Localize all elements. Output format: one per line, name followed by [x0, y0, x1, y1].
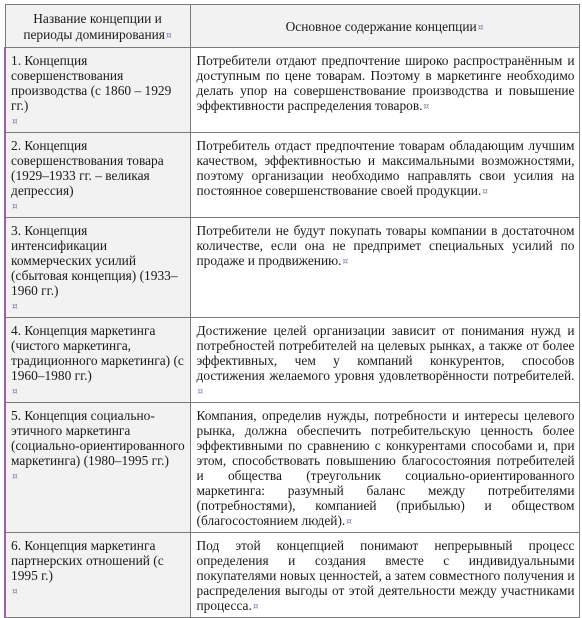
cell-end-mark-icon: ¤ — [477, 22, 484, 33]
table-row — [5, 48, 579, 133]
concept-name: 6. Концепция маркетинга партнерских отношений (с 1995 г.) — [11, 538, 164, 583]
cell-end-mark-icon: ¤ — [165, 31, 172, 41]
cell-end-mark-icon: ¤ — [197, 387, 204, 397]
concept-content-cell — [190, 403, 579, 533]
concept-name: 5. Концепция социально-этичного маркетинга (социально-ориентированного маркетинга) (1980–1995 гг.) — [11, 408, 185, 468]
cell-end-mark-icon: ¤ — [423, 102, 430, 112]
concepts-table-wrapper — [4, 4, 578, 618]
concept-content: Компания, определив нужды, потребности и интересы целевого рынка, должна обеспечить потребительскую ценность более эффективными по сравнению с конкурентами способами и, при этом, способствовать повышению благосостояния потребителей и общества (треугольник социально-ориентированного маркетинга: разумный баланс между потребителями (потребностями), компанией (прибылью) и обществом (благосостоянием людей). — [196, 408, 575, 528]
concept-content: Под этой концепцией понимают непрерывный процесс определения и создания вместе с индивидуальными покупателями новых ценностей, а затем совместного получения и распределения выгоды от этой деятельности между участниками процесса. — [196, 538, 575, 613]
concept-content-cell — [190, 218, 579, 318]
concept-name-cell — [5, 133, 190, 218]
concept-content-cell — [190, 318, 579, 403]
cell-end-mark-icon: ¤ — [342, 257, 349, 267]
cell-end-mark-icon: ¤ — [12, 202, 18, 212]
concept-name-cell — [5, 48, 190, 133]
concept-name-cell — [5, 533, 190, 618]
concept-content: Потребители отдают предпочтение широко распространённым и доступным по цене товарам. Поэтому в маркетинге необходимо делать упор на совершенствование производства и повышение эффективности распределения товаров. — [196, 53, 575, 113]
table-header-row — [5, 5, 579, 48]
concept-name-cell — [5, 218, 190, 318]
header-concept-content — [190, 5, 579, 48]
table-row — [5, 133, 579, 218]
concept-content: Достижение целей организации зависит от понимания нужд и потребностей потребителей на целевых рынках, а также от более эффективных, чем у компаний конкурентов, способов достижения желаемого уровня удовлетворённости потребителей. — [196, 323, 575, 383]
concept-name: 3. Концепция интенсификации коммерческих усилий (сбытовая концепция) (1933–1960 гг.) — [11, 223, 178, 298]
concept-name: 1. Концепция совершенствования производства (с 1860 – 1929 гг.) — [11, 53, 172, 113]
header-concept-content-text: Основное содержание концепции — [285, 18, 477, 34]
cell-end-mark-icon: ¤ — [482, 187, 489, 197]
table-row — [5, 318, 579, 403]
concept-content-cell — [190, 133, 579, 218]
cell-end-mark-icon: ¤ — [12, 587, 18, 597]
header-concept-name-text: Название концепции и периоды доминирования — [23, 11, 165, 42]
cell-end-mark-icon: ¤ — [12, 387, 18, 397]
concept-content-cell — [190, 533, 579, 618]
concept-name-cell — [5, 318, 190, 403]
concept-name: 4. Концепция маркетинга (чистого маркетинга, традиционного маркетинга) (с 1960–1980 гг.) — [11, 323, 184, 383]
cell-end-mark-icon: ¤ — [346, 517, 353, 527]
table-row — [5, 403, 579, 533]
table-row — [5, 533, 579, 618]
concept-content-cell — [190, 48, 579, 133]
table-row — [5, 218, 579, 318]
concept-name-cell — [5, 403, 190, 533]
concept-content: Потребители не будут покупать товары компании в достаточном количестве, если она не предпримет специальных усилий по продаже и продвижению. — [196, 223, 575, 268]
cell-end-mark-icon: ¤ — [252, 602, 259, 612]
header-concept-name — [5, 5, 190, 48]
cell-end-mark-icon: ¤ — [12, 302, 18, 312]
cell-end-mark-icon: ¤ — [12, 117, 18, 127]
concept-name: 2. Концепция совершенствования товара (1929–1933 гг. – великая депрессия) — [11, 138, 164, 198]
marketing-concepts-table — [4, 4, 580, 618]
cell-end-mark-icon: ¤ — [12, 472, 18, 482]
concept-content: Потребитель отдаст предпочтение товарам обладающим лучшим качеством, эффективностью и максимальными возможностями, поэтому организации необходимо направлять свои усилия на постоянное совершенствование своей продукции. — [196, 138, 575, 198]
